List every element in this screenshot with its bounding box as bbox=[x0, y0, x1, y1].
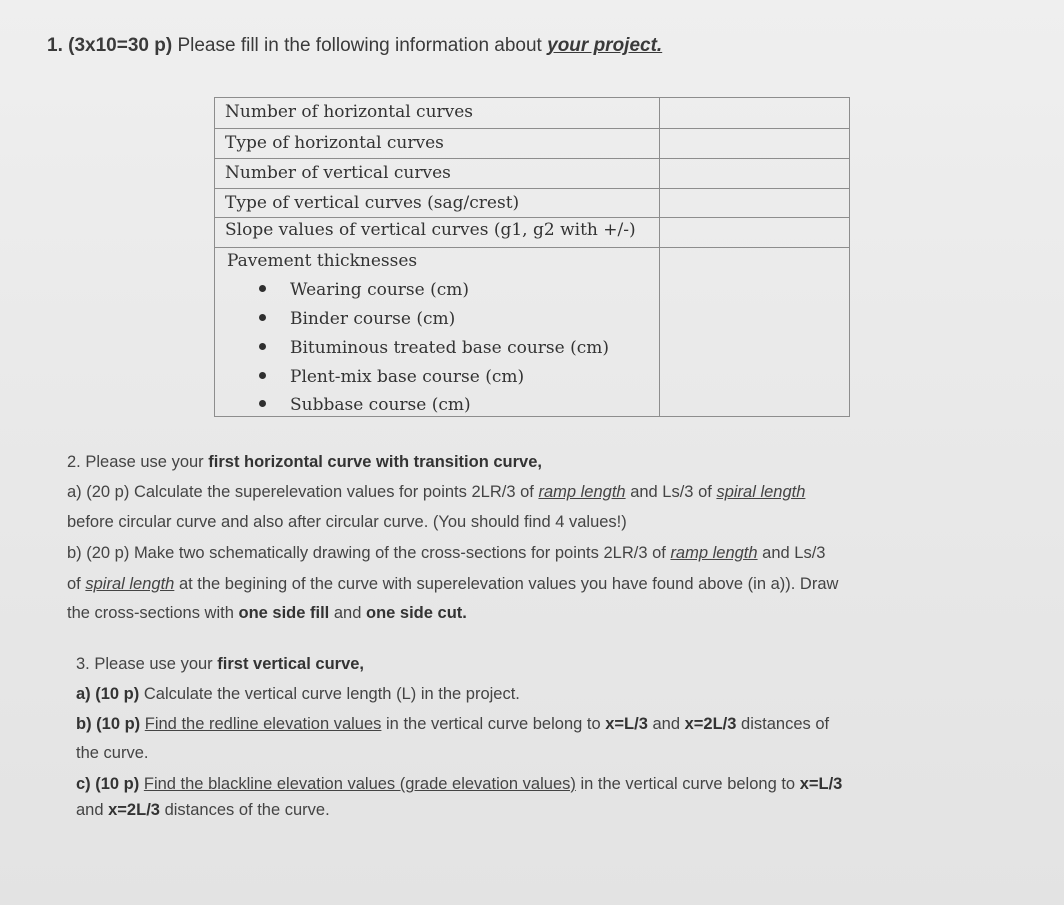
q3b-redline: Find the redline elevation values bbox=[144, 715, 382, 733]
q3a-label: a) (10 p) bbox=[76, 685, 140, 703]
question-2b-line-1 bbox=[67, 544, 825, 563]
question-1-text: Please fill in the following information about bbox=[177, 35, 542, 56]
question-1-number: 1. (3x10=30 p) bbox=[47, 35, 173, 56]
list-item bbox=[259, 309, 455, 329]
q2-intro-bold: first horizontal curve with transition curve, bbox=[208, 453, 542, 471]
question-3-intro bbox=[76, 655, 364, 674]
q3c-label: c) (10 p) bbox=[76, 775, 140, 793]
question-2a-line-1 bbox=[67, 483, 805, 502]
question-2a-line-2 bbox=[67, 513, 627, 532]
q2b-ramp-length: ramp length bbox=[670, 544, 758, 562]
table-column-divider bbox=[659, 98, 660, 416]
q2b-spiral-length: spiral length bbox=[85, 575, 175, 593]
table-row bbox=[215, 218, 849, 248]
q3c-rest: distances of the curve. bbox=[164, 801, 330, 819]
q3-intro-bold: first vertical curve, bbox=[217, 655, 365, 673]
q2b-pre: of bbox=[67, 575, 81, 593]
table-row-label: Slope values of vertical curves (g1, g2 with +/-) bbox=[225, 220, 636, 240]
table-row bbox=[215, 129, 849, 159]
list-item bbox=[259, 395, 471, 415]
q2b-mid-text: and Ls/3 bbox=[762, 544, 826, 562]
q3-intro-text: 3. Please use your bbox=[76, 655, 213, 673]
q2b-text: b) (20 p) Make two schematically drawing of the cross-sections for points 2LR/3 of bbox=[67, 544, 666, 562]
list-item-label: Binder course (cm) bbox=[290, 309, 456, 329]
bullet-icon bbox=[259, 285, 266, 292]
question-2b-line-2 bbox=[67, 575, 838, 594]
q2-intro-text: 2. Please use your bbox=[67, 453, 204, 471]
table-row bbox=[215, 159, 849, 189]
table-row-label: Type of horizontal curves bbox=[225, 133, 444, 153]
question-3c-line-1 bbox=[76, 775, 842, 794]
q2a-text-2: before circular curve and also after circular curve. (You should find 4 values!) bbox=[67, 513, 627, 531]
q3b-and: and bbox=[652, 715, 681, 733]
list-item-label: Wearing course (cm) bbox=[290, 280, 470, 300]
list-item-label: Bituminous treated base course (cm) bbox=[290, 338, 609, 358]
bullet-icon bbox=[259, 343, 266, 350]
q3c-blackline: Find the blackline elevation values (grade elevation values) bbox=[143, 775, 576, 793]
q2a-ramp-length: ramp length bbox=[538, 483, 626, 501]
bullet-icon bbox=[259, 400, 266, 407]
q3b-text: in the vertical curve belong to bbox=[386, 715, 601, 733]
q3b-label: b) (10 p) bbox=[76, 715, 141, 733]
list-item bbox=[259, 280, 469, 300]
bullet-icon bbox=[259, 372, 266, 379]
pavement-label: Pavement thicknesses bbox=[227, 251, 418, 271]
q3c-text: in the vertical curve belong to bbox=[580, 775, 796, 793]
table-row bbox=[215, 189, 849, 218]
question-3c-line-2 bbox=[76, 801, 330, 820]
table-row bbox=[215, 98, 849, 129]
project-info-table bbox=[214, 97, 850, 417]
q2b-cut: one side cut. bbox=[366, 604, 467, 622]
q3a-text: Calculate the vertical curve length (L) in the project. bbox=[143, 685, 520, 703]
q3c-and: and bbox=[76, 801, 104, 819]
q3b-text-2: distances of bbox=[741, 715, 830, 733]
pavement-section bbox=[215, 248, 849, 416]
q2a-mid-text: and Ls/3 of bbox=[630, 483, 712, 501]
q2b-pre-3: the cross-sections with bbox=[67, 604, 234, 622]
table-row-label: Number of vertical curves bbox=[225, 163, 451, 183]
q2a-text: a) (20 p) Calculate the superelevation values for points 2LR/3 of bbox=[67, 483, 534, 501]
table-row-label: Number of horizontal curves bbox=[225, 102, 474, 122]
question-2-intro bbox=[67, 453, 542, 472]
q3b-x1: x=L/3 bbox=[605, 715, 648, 733]
question-1-emphasis: your project. bbox=[547, 35, 663, 56]
question-3a bbox=[76, 685, 520, 704]
q3b-x2: x=2L/3 bbox=[684, 715, 737, 733]
question-3b-line-1 bbox=[76, 715, 829, 734]
question-2b-line-3 bbox=[67, 604, 467, 623]
q3c-x2: x=2L/3 bbox=[108, 801, 160, 819]
q2b-fill: one side fill bbox=[238, 604, 330, 622]
q3c-x1: x=L/3 bbox=[799, 775, 843, 793]
q2b-rest: at the begining of the curve with superelevation values you have found above (in a)). Draw bbox=[178, 575, 839, 593]
q2a-spiral-length: spiral length bbox=[716, 483, 806, 501]
question-1-title bbox=[47, 35, 662, 57]
list-item-label: Plent-mix base course (cm) bbox=[290, 367, 525, 387]
list-item bbox=[259, 367, 524, 387]
table-row-label: Type of vertical curves (sag/crest) bbox=[225, 193, 520, 213]
q3b-line2: the curve. bbox=[76, 744, 149, 762]
list-item-label: Subbase course (cm) bbox=[290, 395, 471, 415]
question-3b-line-2 bbox=[76, 744, 148, 763]
list-item bbox=[259, 338, 609, 358]
bullet-icon bbox=[259, 314, 266, 321]
q2b-and: and bbox=[333, 604, 362, 622]
